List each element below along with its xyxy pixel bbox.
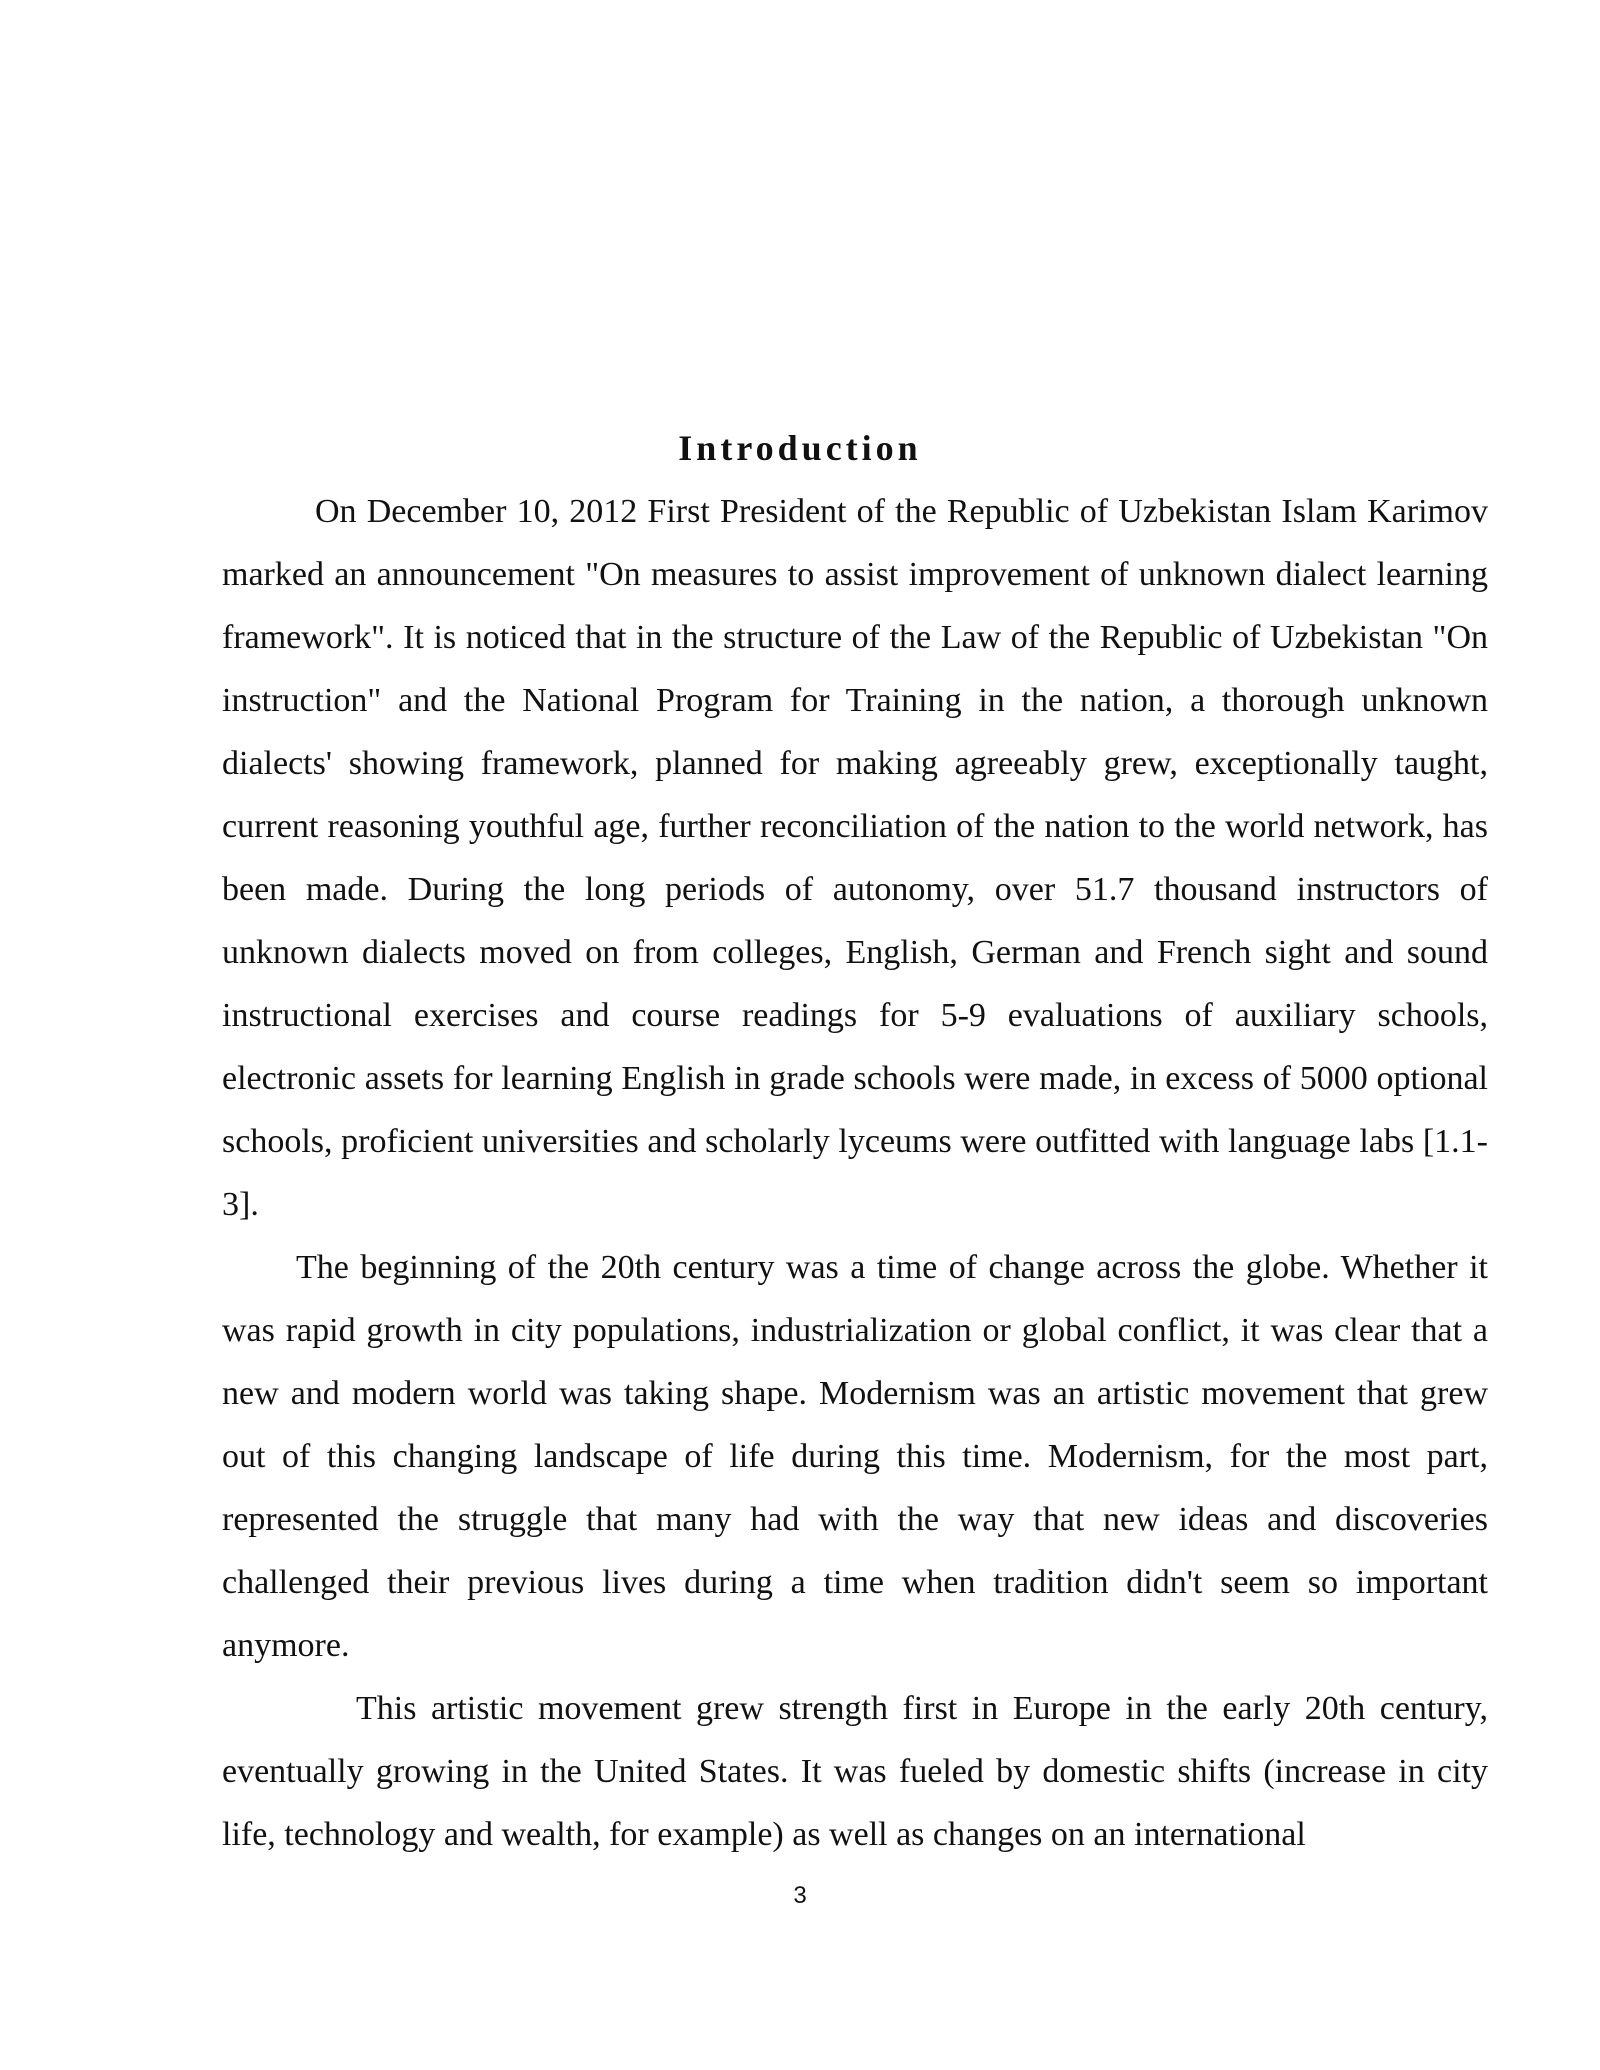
- section-heading: Introduction: [678, 428, 922, 468]
- paragraph: On December 10, 2012 First President of the Republic of Uzbekistan Islam Karimov marked an announcement "On measures to assist improvement of unknown dialect learning framework". It is noticed that in the structure of the Law of the Republic of Uzbekistan "On instruction" and the National Program for Training in the nation, a thorough unknown dialects' showing framework, planned for making agreeably grew, exceptionally taught, current reasoning youthful age, further reconciliation of the nation to the world network, has been made. During the long periods of autonomy, over 51.7 thousand instructors of unknown dialects moved on from colleges, English, German and French sight and sound instructional exercises and course readings for 5-9 evaluations of auxiliary schools, electronic assets for learning English in grade schools were made, in excess of 5000 optional schools, proficient universities and scholarly lyceums were outfitted with language labs [1.1-3].: [222, 493, 1488, 1223]
- body-text: [222, 480, 1488, 1866]
- paragraph: The beginning of the 20th century was a time of change across the globe. Whether it was rapid growth in city populations, industrialization or global conflict, it was clear that a new and modern world was taking shape. Modernism was an artistic movement that grew out of this changing landscape of life during this time. Modernism, for the most part, represented the struggle that many had with the way that new ideas and discoveries challenged their previous lives during a time when tradition didn't seem so important anymore.: [222, 1249, 1488, 1664]
- paragraph: This artistic movement grew strength first in Europe in the early 20th century, eventually growing in the United States. It was fueled by domestic shifts (increase in city life, technology and wealth, for example) as well as changes on an international: [222, 1690, 1488, 1853]
- page-number: 3: [793, 1882, 807, 1909]
